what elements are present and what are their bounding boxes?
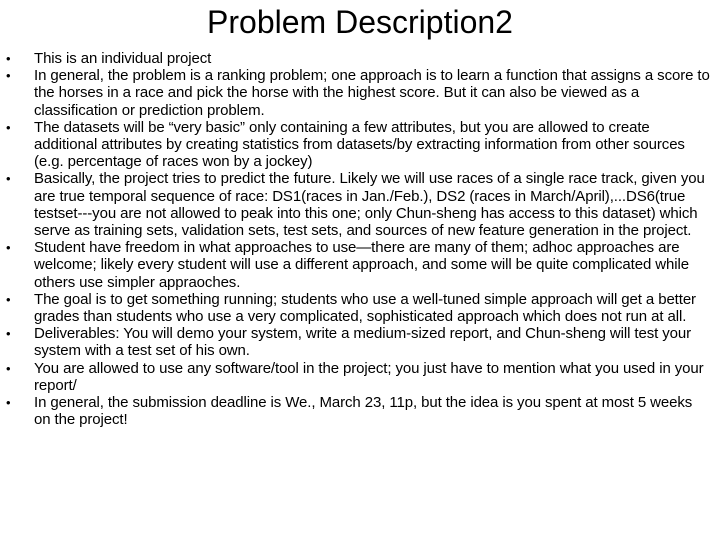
bullet-text: The goal is to get something running; students who use a well-tuned simple approach will get a better grades than students who use a very complicated, sophisticated approach which does not run at all. — [34, 290, 696, 326]
bullet-item — [0, 291, 720, 325]
bullet-text: The datasets will be “very basic” only containing a few attributes, but you are allowed to create additional attributes by creating statistics from datasets/by extracting information from other sources (e.g. percentage of races won by a jockey) — [34, 118, 685, 171]
bullet-dot-icon: • — [6, 291, 11, 307]
bullet-dot-icon: • — [6, 240, 11, 256]
bullet-dot-icon: • — [6, 68, 11, 84]
bullet-text: In general, the submission deadline is We., March 23, 11p, but the idea is you spent at most 5 weeks on the project! — [34, 394, 693, 429]
bullet-item — [0, 325, 720, 359]
bullet-dot-icon: • — [6, 119, 11, 135]
bullet-item — [0, 50, 720, 67]
bullet-text: Deliverables: You will demo your system, write a medium-sized report, and Chun-sheng will test your system with a test set of his own. — [34, 325, 692, 360]
bullet-dot-icon: • — [6, 395, 11, 411]
bullet-text: Basically, the project tries to predict the future. Likely we will use races of a single race track, given you are true temporal sequence of race: DS1(races in Jan./Feb.), DS2 (races in March/April),...DS6(true testset---you are not allowed to peak into this one; only Chun-sheng has access to this dataset) which serve as training sets, validation sets, test sets, and sources of new feature generation in the project. — [34, 170, 705, 240]
bullet-dot-icon: • — [6, 326, 11, 342]
bullet-item — [0, 170, 720, 239]
bullet-item — [0, 239, 720, 291]
bullet-text: This is an individual project — [34, 50, 212, 67]
bullet-item — [0, 360, 720, 394]
bullet-dot-icon: • — [6, 360, 11, 376]
bullet-text: You are allowed to use any software/tool in the project; you just have to mention what you used in your report/ — [34, 359, 704, 394]
bullet-item — [0, 394, 720, 428]
bullet-item — [0, 119, 720, 171]
bullet-item — [0, 67, 720, 119]
slide-title: Problem Description2 — [207, 4, 513, 40]
bullet-list — [0, 50, 720, 428]
bullet-dot-icon: • — [6, 171, 11, 187]
bullet-text: Student have freedom in what approaches to use—there are many of them; adhoc approaches are welcome; likely every student will use a different approach, and some will be quite complicated while others use simpler appraoches. — [34, 239, 689, 291]
bullet-text: In general, the problem is a ranking problem; one approach is to learn a function that assigns a score to the horses in a race and pick the horse with the highest score. But it can also be viewed as a classification or prediction problem. — [34, 67, 710, 119]
bullet-dot-icon: • — [6, 51, 11, 66]
